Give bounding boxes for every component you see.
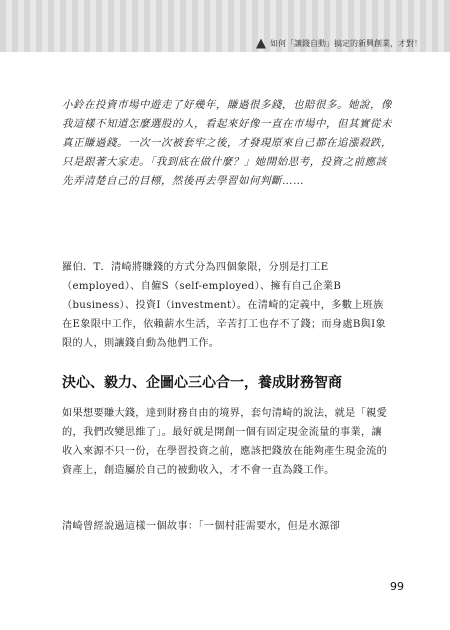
page-number: 99 [390, 580, 404, 593]
body-paragraph-2: 如果想要賺大錢，達到財務自由的境界，套句清崎的說法，就是「親愛的，我們改變思維了」。最好就是開創一個有固定現金流量的事業，讓收入來源不只一份，在學習投資之前，應該把錢放在能夠產生現金流的資產上，創造屬於自己的被動收入，才不會一直為錢工作。 [62, 408, 388, 476]
intro-paragraph: 小鈴在投資市場中遊走了好幾年，賺過很多錢，也賠很多。她說，像我這樣不知道怎麼選股的人，看起來好像一直在市場中，但其實從未真正賺過錢。一次一次被套牢之後，才發現原來自己都在追漲殺跌，只是跟著大家走。「我到底在做什麼？」她開始思考，投資之前應該先弄清楚自己的目標，然後再去學習如何判斷…… [62, 99, 392, 187]
book-icon [256, 39, 266, 49]
body-paragraph-1: 羅伯．T．清崎將賺錢的方式分為四個象限，分別是打工E（employed）、自僱S（self-employed）、擁有自己企業B（business）、投資I（investment）。在清崎的定義中，多數上班族在E象限中工作，依賴薪水生活，辛苦打工也存不了錢；而身處B與I象限的人，則讓錢自動為他們工作。 [62, 262, 386, 349]
header-title-text: 如何「讓錢自動」搞定的新興創業，才對！ [270, 39, 422, 48]
running-header [256, 38, 422, 49]
section-heading: 決心、毅力、企圖心三心合一，養成財務智商 [62, 375, 342, 391]
body-paragraph-3: 清崎曾經說過這樣一個故事：「一個村莊需要水，但是水源卻 [62, 521, 341, 532]
